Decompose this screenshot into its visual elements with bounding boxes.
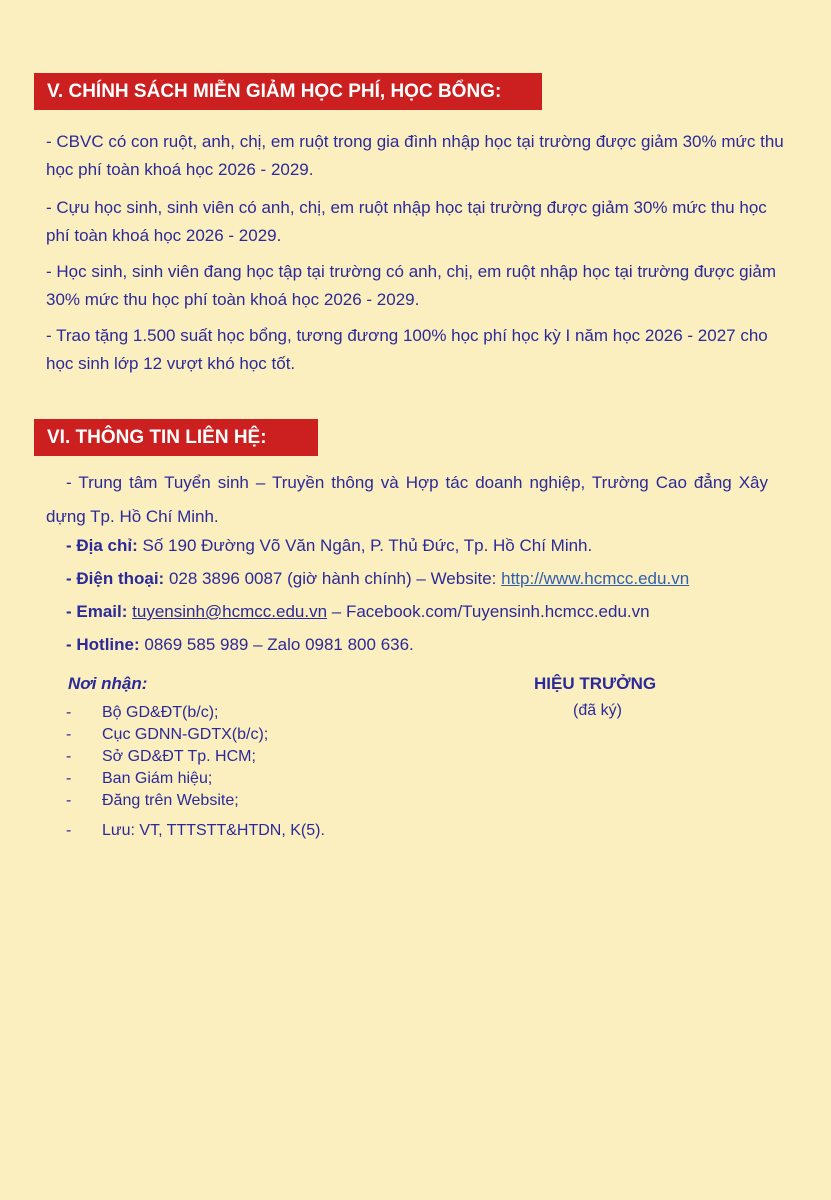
signer-note: (đã ký) [573,702,622,719]
phone-value: 028 3896 0087 (giờ hành chính) – Website: [164,569,502,588]
list-item [66,820,325,842]
contact-intro: - Trung tâm Tuyển sinh – Truyền thông và Hợp tác doanh nghiệp, Trường Cao đẳng Xây dựng Tp. Hồ Chí Minh. [46,473,768,526]
email-label: - Email: [66,602,128,621]
address-label: - Địa chỉ: [66,536,138,555]
policy-item: - Cựu học sinh, sinh viên có anh, chị, em ruột nhập học tại trường được giảm 30% mức thu học phí toàn khoá học 2026 - 2029. [46,198,767,245]
list-dash: - [66,822,72,839]
recipient-label: Đăng trên Website; [102,792,239,809]
list-dash: - [66,726,72,743]
policy-item: - CBVC có con ruột, anh, chị, em ruột trong gia đình nhập học tại trường được giảm 30% mức thu học phí toàn khoá học 2026 - 2029. [46,132,784,179]
list-dash: - [66,792,72,809]
list-item [66,768,325,790]
website-link[interactable]: http://www.hcmcc.edu.vn [501,569,690,588]
recipient-label: Ban Giám hiệu; [102,770,213,787]
signer-title: HIỆU TRƯỞNG [534,674,657,693]
list-item [66,724,325,746]
recipients-title: Nơi nhận: [68,674,148,693]
section-5-heading: V. CHÍNH SÁCH MIỄN GIẢM HỌC PHÍ, HỌC BỔNG: [34,73,542,110]
contact-phone [66,565,689,593]
recipient-label: Sở GD&ĐT Tp. HCM; [102,748,256,765]
recipient-label: Bộ GD&ĐT(b/c); [102,704,219,721]
list-dash: - [66,770,72,787]
contact-email [66,598,650,626]
hotline-value: 0869 585 989 – Zalo 0981 800 636. [139,635,414,654]
list-item [66,790,325,812]
recipient-label: Cục GDNN-GDTX(b/c); [102,726,269,743]
recipient-label: Lưu: VT, TTTSTT&HTDN, K(5). [102,822,325,839]
list-item [66,702,325,724]
list-dash: - [66,704,72,721]
list-dash: - [66,748,72,765]
phone-label: - Điện thoại: [66,569,165,588]
section-6-heading: VI. THÔNG TIN LIÊN HỆ: [34,419,318,456]
email-link[interactable]: tuyensinh@hcmcc.edu.vn [132,602,328,621]
policy-item: - Trao tặng 1.500 suất học bổng, tương đương 100% học phí học kỳ I năm học 2026 - 2027 cho học sinh lớp 12 vượt khó học tốt. [46,326,768,373]
list-item [66,746,325,768]
contact-address [66,532,592,560]
recipients-list [66,702,325,842]
hotline-label: - Hotline: [66,635,140,654]
address-value: Số 190 Đường Võ Văn Ngân, P. Thủ Đức, Tp. Hồ Chí Minh. [137,536,593,555]
policy-item: - Học sinh, sinh viên đang học tập tại trường có anh, chị, em ruột nhập học tại trường được giảm 30% mức thu học phí toàn khoá học 2026 - 2029. [46,262,777,309]
contact-hotline [66,631,414,659]
facebook-text: – Facebook.com/Tuyensinh.hcmcc.edu.vn [327,602,650,621]
